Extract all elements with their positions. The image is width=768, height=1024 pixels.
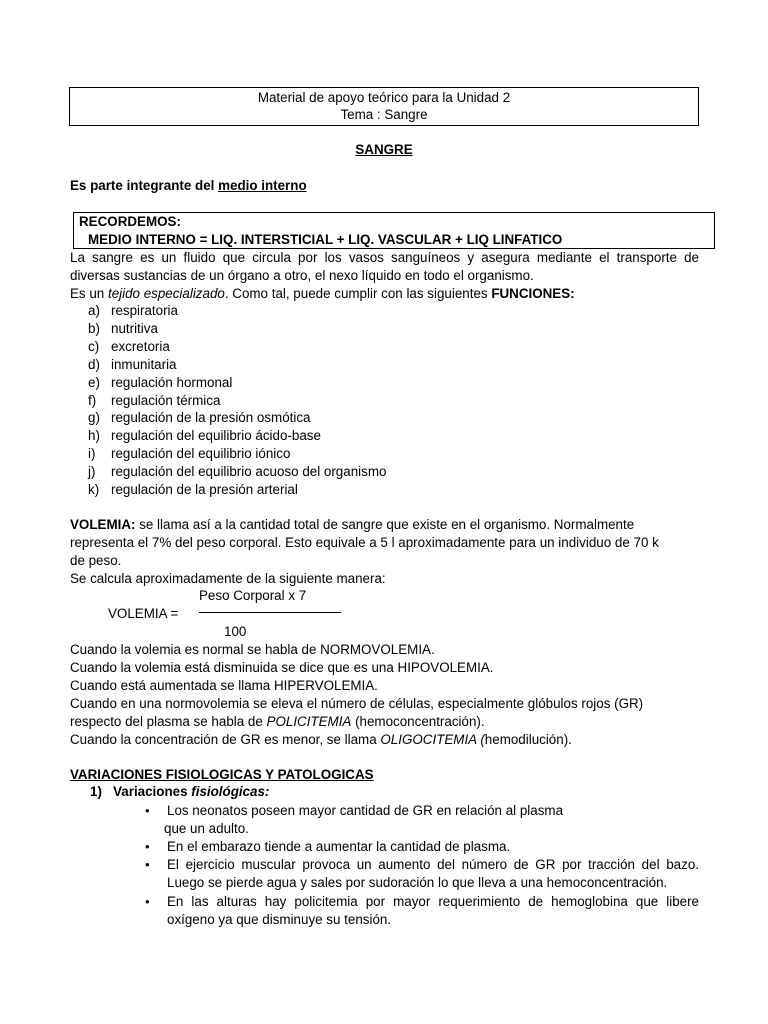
poli2-prefix: respecto del plasma se habla de bbox=[70, 714, 267, 729]
oligo-suffix: hemodilución). bbox=[484, 732, 572, 747]
variaciones-item-1 bbox=[90, 783, 269, 801]
function-marker: i) bbox=[88, 446, 96, 461]
function-item: inmunitaria bbox=[111, 357, 177, 372]
function-item: regulación de la presión arterial bbox=[111, 482, 298, 497]
bullet-icon: • bbox=[145, 857, 150, 872]
formula-fraction-bar bbox=[199, 612, 341, 613]
function-marker: h) bbox=[88, 428, 100, 443]
function-marker: c) bbox=[88, 339, 100, 354]
oligocitemia-line bbox=[70, 731, 572, 749]
bullet-line-1: En las alturas hay policitemia por mayor requerimiento de hemoglobina que libere bbox=[167, 894, 699, 909]
function-item: regulación del equilibrio acuoso del organismo bbox=[111, 464, 387, 479]
poli2-italic: POLICITEMIA bbox=[266, 714, 352, 729]
function-marker: f) bbox=[88, 393, 97, 408]
paragraph-1-line-2: diversas sustancias de un órgano a otro, el nexo líquido en todo el organismo. bbox=[70, 268, 534, 283]
function-marker: e) bbox=[88, 375, 100, 390]
function-item: regulación del equilibrio ácido-base bbox=[111, 428, 321, 443]
hipovolemia-line: Cuando la volemia está disminuida se dice que es una HIPOVOLEMIA. bbox=[70, 660, 494, 675]
function-item: excretoria bbox=[111, 339, 170, 354]
function-item: regulación de la presión osmótica bbox=[111, 410, 311, 425]
intro-prefix: Es parte integrante del bbox=[70, 178, 219, 193]
volemia-term: VOLEMIA: bbox=[70, 517, 136, 532]
p2-bold: FUNCIONES: bbox=[491, 286, 575, 301]
p2-italic: tejido especializado bbox=[107, 286, 225, 301]
function-marker: a) bbox=[88, 303, 100, 318]
header-line-2: Tema : Sangre bbox=[340, 107, 428, 122]
poli2-suffix: (hemoconcentración). bbox=[351, 714, 485, 729]
function-marker: j) bbox=[88, 464, 96, 479]
bullet-line-2: oxígeno ya que disminuye su tensión. bbox=[167, 912, 392, 927]
bullet-icon: • bbox=[145, 803, 150, 818]
p2-middle: . Como tal, puede cumplir con las siguientes bbox=[224, 286, 492, 301]
item-1-italic: fisiológicas: bbox=[191, 784, 270, 799]
bullet-line-2: que un adulto. bbox=[164, 821, 249, 836]
volemia-line-2: representa el 7% del peso corporal. Esto equivale a 5 l aproximadamente para un individuo de 70 k bbox=[70, 535, 659, 550]
normovolemia-line: Cuando la volemia es normal se habla de NORMOVOLEMIA. bbox=[70, 642, 435, 657]
recordemos-box bbox=[73, 212, 715, 249]
function-item: regulación hormonal bbox=[111, 375, 233, 390]
policitemia-line-1: Cuando en una normovolemia se eleva el número de células, especialmente glóbulos rojos (GR) bbox=[70, 696, 644, 711]
bullet-line-1: En el embarazo tiende a aumentar la cantidad de plasma. bbox=[167, 839, 511, 854]
page-title: SANGRE bbox=[355, 142, 413, 157]
bullet-icon: • bbox=[145, 839, 150, 854]
paragraph-1 bbox=[70, 249, 699, 285]
formula-label: VOLEMIA = bbox=[108, 606, 179, 621]
intro-link: medio interno bbox=[218, 178, 307, 193]
function-item: nutritiva bbox=[111, 321, 158, 336]
hipervolemia-line: Cuando está aumentada se llama HIPERVOLEMIA. bbox=[70, 678, 378, 693]
function-marker: d) bbox=[88, 357, 100, 372]
header-line-1: Material de apoyo teórico para la Unidad 2 bbox=[257, 90, 511, 105]
paragraph-1-line-1: La sangre es un fluido que circula por los vasos sanguíneos y asegura mediante el transporte de bbox=[70, 250, 699, 265]
p2-prefix: Es un bbox=[70, 286, 108, 301]
oligo-italic: OLIGOCITEMIA ( bbox=[380, 732, 485, 747]
paragraph-2 bbox=[70, 285, 575, 303]
intro-line bbox=[70, 177, 307, 195]
volemia-line-1 bbox=[70, 516, 634, 534]
header-box bbox=[69, 87, 699, 126]
policitemia-line-2 bbox=[70, 713, 485, 731]
formula-numerator: Peso Corporal x 7 bbox=[199, 588, 307, 603]
item-1-label: Variaciones bbox=[113, 784, 192, 799]
function-marker: b) bbox=[88, 321, 100, 336]
function-item: respiratoria bbox=[111, 303, 178, 318]
recordemos-title: RECORDEMOS: bbox=[79, 214, 181, 229]
recordemos-formula: MEDIO INTERNO = LIQ. INTERSTICIAL + LIQ. VASCULAR + LIQ LINFATICO bbox=[88, 232, 563, 247]
function-marker: k) bbox=[88, 482, 100, 497]
bullet-line-1: Los neonatos poseen mayor cantidad de GR en relación al plasma bbox=[167, 803, 564, 818]
variaciones-heading: VARIACIONES FISIOLOGICAS Y PATOLOGICAS bbox=[70, 767, 374, 782]
item-1-number: 1) bbox=[90, 784, 102, 799]
bullet-icon: • bbox=[145, 894, 150, 909]
function-item: regulación térmica bbox=[111, 393, 221, 408]
bullet-line-2: Luego se pierde agua y sales por sudoración lo que lleva a una hemoconcentración. bbox=[167, 875, 668, 890]
bullet-line-1: El ejercicio muscular provoca un aumento del número de GR por tracción del bazo. bbox=[167, 857, 699, 872]
volemia-line-1-rest: se llama así a la cantidad total de sangre que existe en el organismo. Normalmente bbox=[135, 517, 635, 532]
formula-denominator: 100 bbox=[224, 624, 247, 639]
oligo-prefix: Cuando la concentración de GR es menor, se llama bbox=[70, 732, 381, 747]
volemia-calc: Se calcula aproximadamente de la siguiente manera: bbox=[70, 571, 386, 586]
function-item: regulación del equilibrio iónico bbox=[111, 446, 291, 461]
volemia-line-3: de peso. bbox=[70, 553, 122, 568]
function-marker: g) bbox=[88, 410, 100, 425]
